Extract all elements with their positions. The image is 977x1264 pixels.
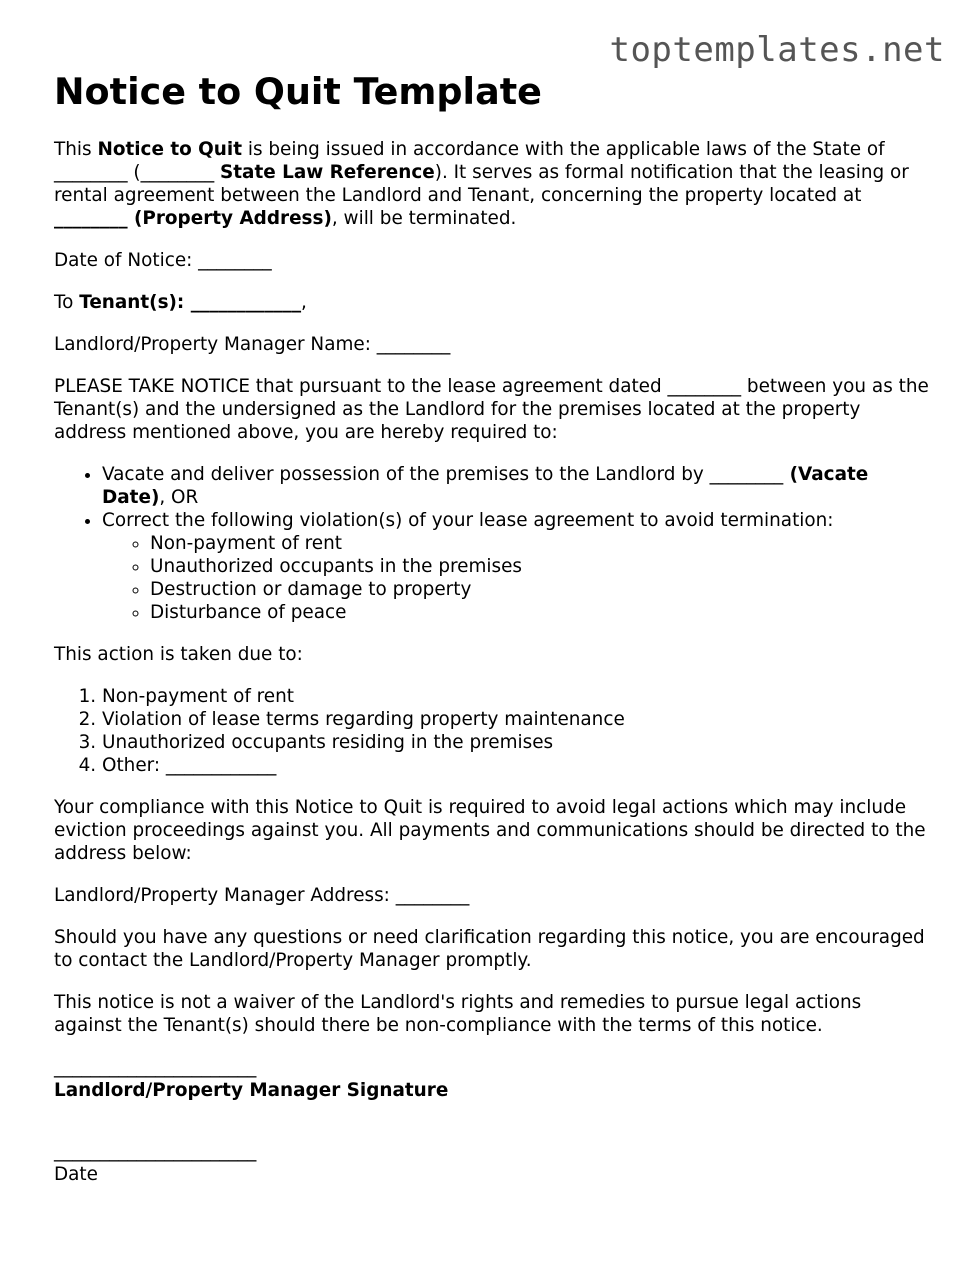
questions-paragraph: Should you have any questions or need clarification regarding this notice, you are encouraged to contact the Landlord/Property Manager promptly. [54, 927, 925, 971]
date-line: ______________________ [54, 1141, 257, 1162]
reason-item: 1. Non-payment of rent [102, 685, 934, 708]
to-tenant-bold: Tenant(s): ____________ [79, 292, 302, 313]
vacate-date-label: (Vacate Date) [102, 464, 869, 508]
intro-bold-2: State Law Reference [220, 162, 435, 183]
option-correct [102, 509, 934, 624]
reason-item: 4. Other: ____________ [102, 754, 934, 777]
reason-item: 3. Unauthorized occupants residing in the premises [102, 731, 934, 754]
to-tenant-suffix: , [301, 292, 307, 313]
signature-label-text: Landlord/Property Manager Signature [54, 1080, 449, 1101]
violations-list [102, 532, 934, 624]
intro-text-3: ). It serves as formal notification that the leasing or rental agreement between the Landlord and Tenant, concerning the property located at [54, 162, 909, 206]
intro-bold-3: ________ (Property Address) [54, 208, 332, 229]
violation-item: ◦ Destruction or damage to property [150, 578, 934, 601]
to-tenant-prefix: To [54, 292, 80, 313]
violation-item: ◦ Non-payment of rent [150, 532, 934, 555]
date-block [54, 1140, 934, 1186]
date-of-notice: Date of Notice: ________ [54, 250, 272, 271]
compliance-paragraph: Your compliance with this Notice to Quit is required to avoid legal actions which may include eviction proceedings against you. All payments and communications should be directed to the address below: [54, 797, 926, 864]
intro-bold-1: Notice to Quit [97, 139, 242, 160]
intro-paragraph [54, 138, 934, 230]
reason-item: 2. Violation of lease terms regarding property maintenance [102, 708, 934, 731]
action-intro: This action is taken due to: [54, 644, 303, 665]
reasons-list [54, 685, 934, 777]
please-take-notice: PLEASE TAKE NOTICE that pursuant to the lease agreement dated ________ between you as the Tenant(s) and the undersigned as the Landlord for the premises located at the property address mentioned above, you are hereby required to: [54, 376, 929, 443]
vacate-text: Vacate and deliver possession of the premises to the Landlord by [102, 464, 710, 485]
landlord-address: Landlord/Property Manager Address: ________ [54, 885, 470, 906]
landlord-name: Landlord/Property Manager Name: ________ [54, 334, 451, 355]
intro-text-1: This [54, 139, 98, 160]
document-title: Notice to Quit Template [54, 70, 542, 113]
intro-text-4: , will be terminated. [331, 208, 517, 229]
vacate-suffix: , OR [159, 487, 199, 508]
intro-text-2: is being issued in accordance with the applicable laws of the State of ________ (________ [54, 139, 885, 183]
signature-line: ______________________ [54, 1057, 257, 1078]
date-label: Date [54, 1164, 98, 1185]
waiver-paragraph: This notice is not a waiver of the Landlord's rights and remedies to pursue legal actions against the Tenant(s) should there be non-compliance with the terms of this notice. [54, 992, 862, 1036]
watermark: toptemplates.net [609, 30, 945, 70]
options-list [54, 463, 934, 624]
signature-label [54, 1079, 934, 1102]
document [54, 70, 934, 1186]
signature-block [54, 1056, 934, 1102]
correct-text: Correct the following violation(s) of your lease agreement to avoid termination: [102, 510, 834, 531]
option-vacate [102, 463, 934, 509]
to-tenant [54, 291, 934, 314]
vacate-blank: ________ [709, 464, 784, 485]
violation-item: ◦ Disturbance of peace [150, 601, 934, 624]
violation-item: ◦ Unauthorized occupants in the premises [150, 555, 934, 578]
